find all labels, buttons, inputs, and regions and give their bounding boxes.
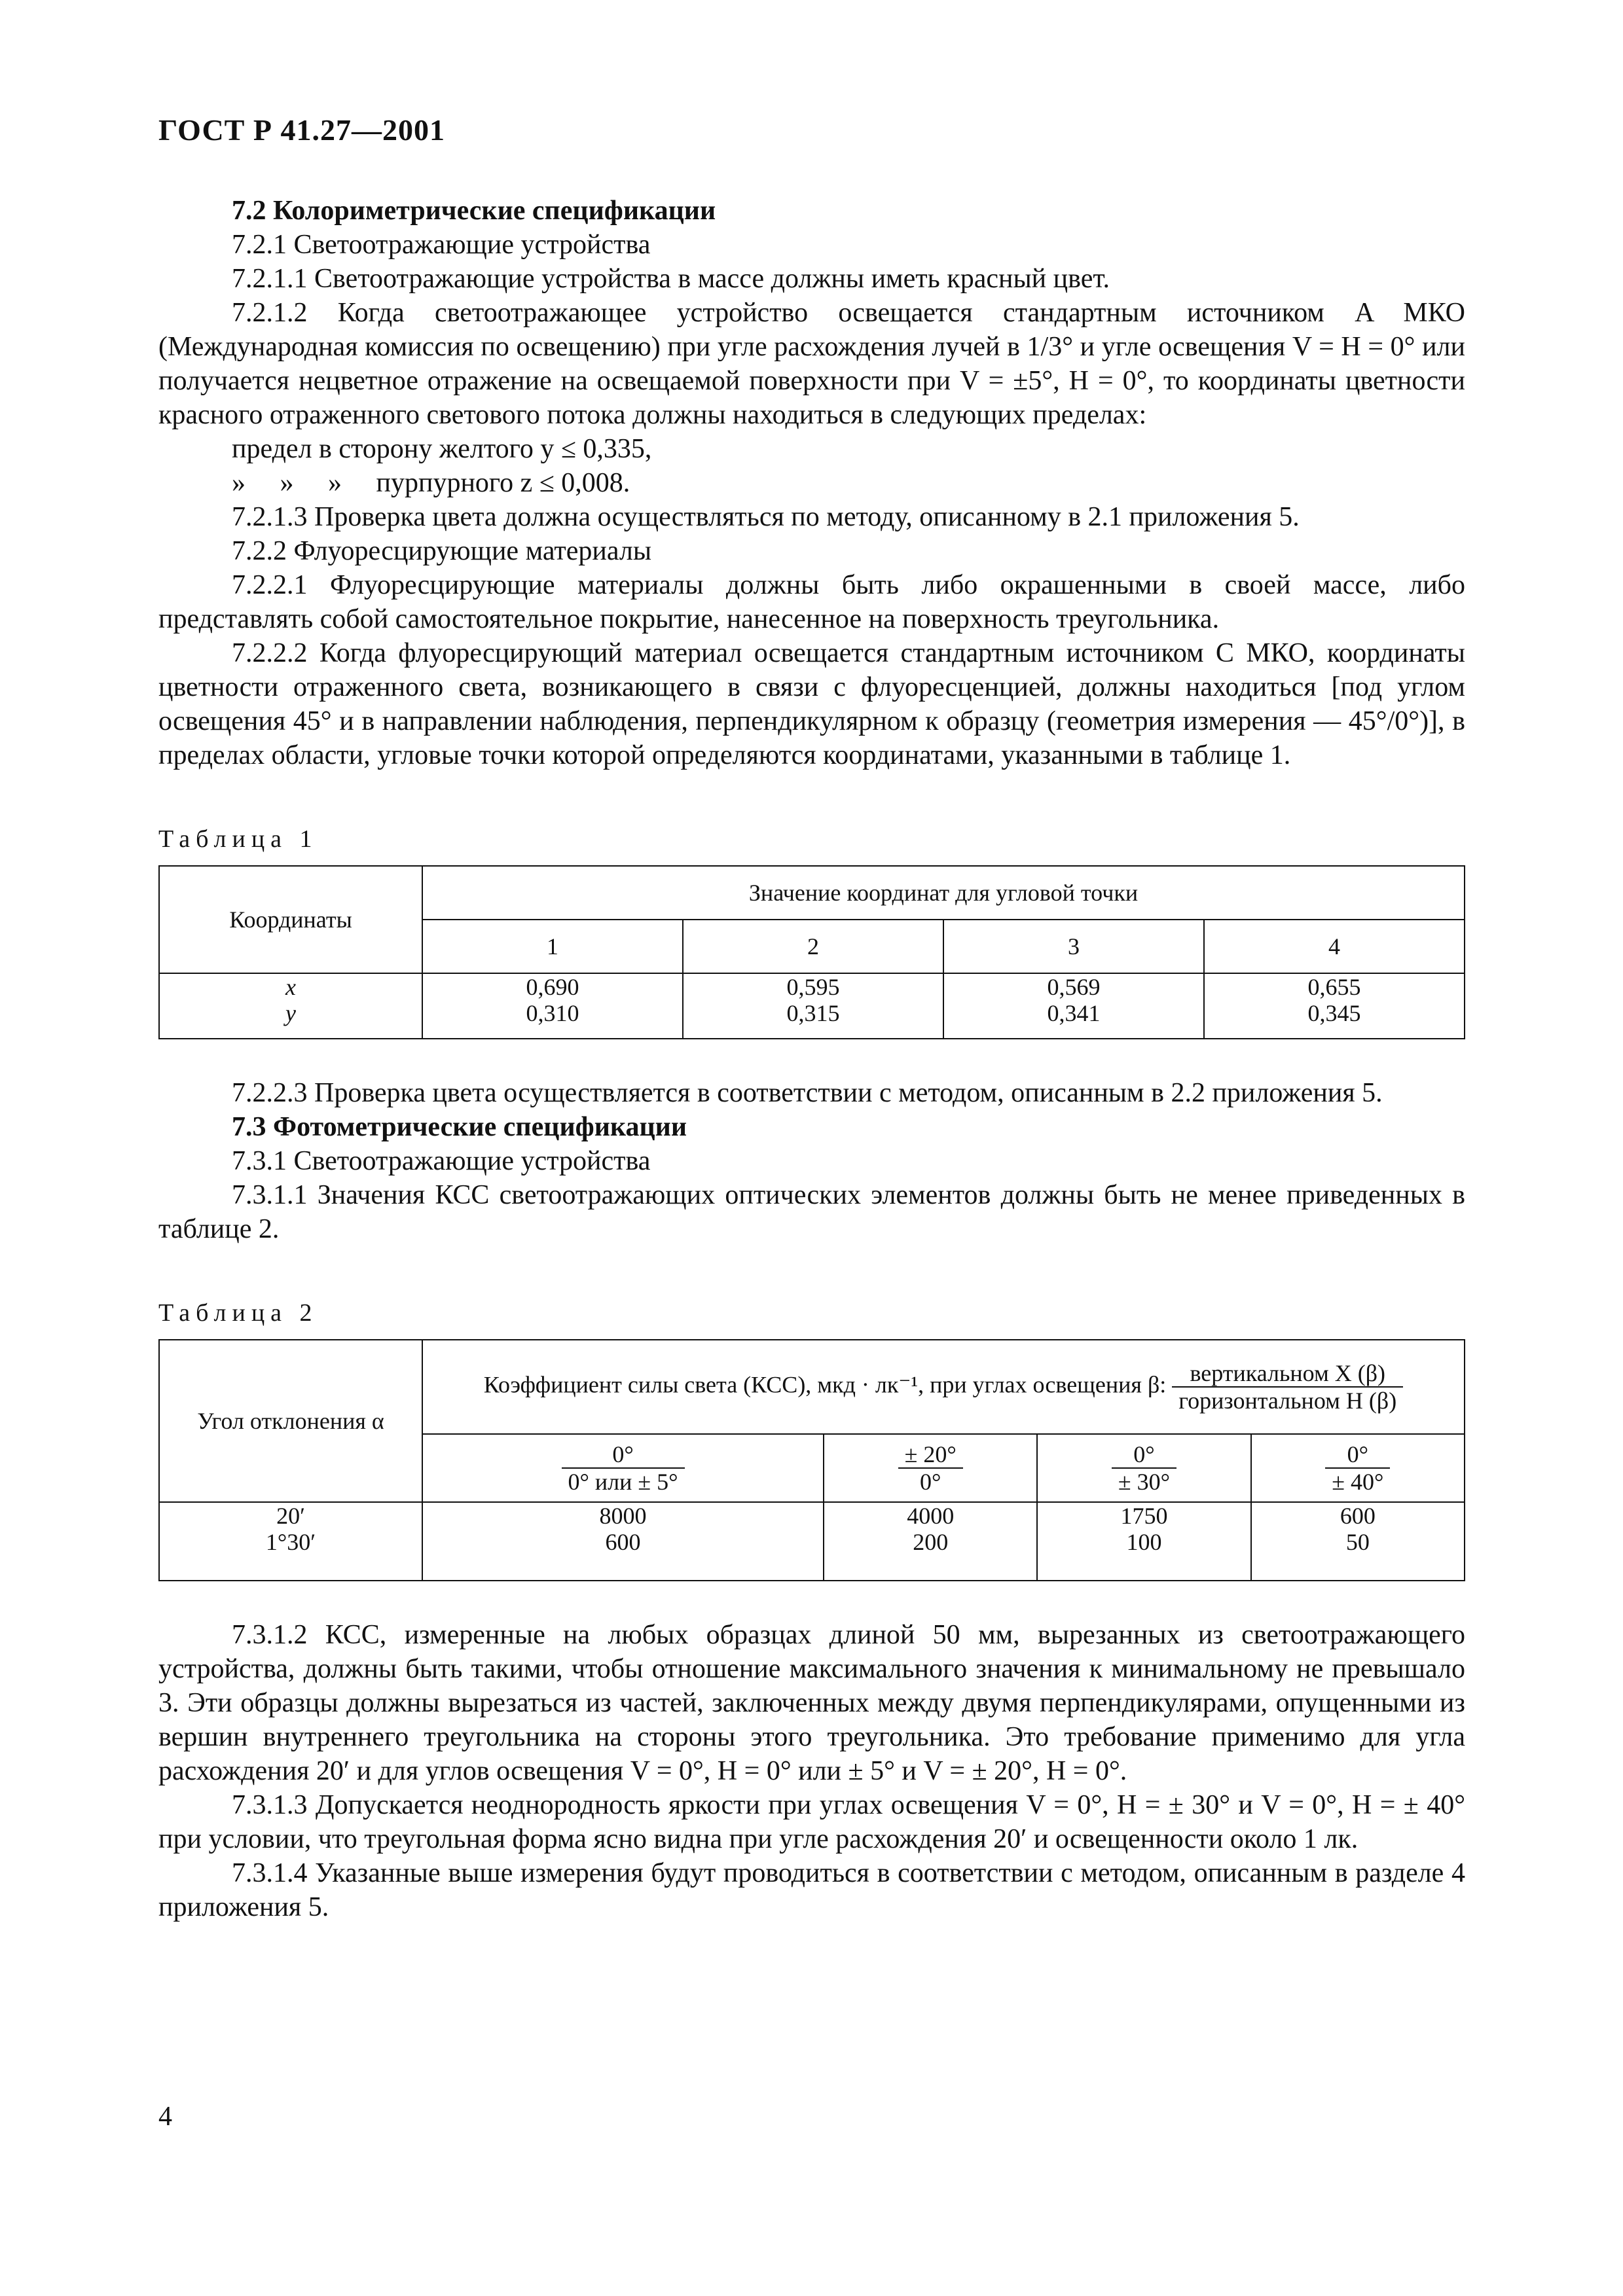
beta-numerator: вертикальном X (β) — [1172, 1360, 1403, 1388]
table-cell: 4000 — [907, 1503, 955, 1529]
table2-value-cell — [1037, 1502, 1250, 1581]
table-cell: 50 — [1345, 1529, 1370, 1555]
paragraph: 7.2.2.2 Когда флуоресцирующий материал освещается стандартным источником C МКО, координаты цветности отраженного света, возникающего в связи с флуоресценцией, должны находиться [под углом освещения 45° и в направлении наблюдения, перпендикулярном к образцу (геометрия измерения — 45°/0°)], в пределах области, угловые точки которой определяются координатами, указанными в таблице 1. — [158, 638, 1465, 770]
paragraph: 7.2.1.3 Проверка цвета должна осуществляться по методу, описанному в 2.1 приложения 5. — [232, 502, 1300, 532]
table1-value-cell — [943, 973, 1204, 1039]
table2-value-cell — [824, 1502, 1037, 1581]
paragraph: 7.2.1 Светоотражающие устройства — [232, 230, 651, 260]
paragraph: 7.2.1.2 Когда светоотражающее устройство освещается стандартным источником A МКО (Международная комиссия по освещению) при угле расхождения лучей в 1/3° и угле освещения V = H = 0° или получается нецветное отражение на освещаемой поверхности при V = ±5°, H = 0°, то координаты цветности красного отраженного светового потока должны находиться в следующих пределах: — [158, 298, 1465, 430]
table-cell: 1°30′ — [265, 1529, 316, 1555]
page-number: 4 — [158, 2102, 172, 2132]
paragraph: 7.3.1 Светоотражающие устройства — [232, 1146, 651, 1176]
table-cell: 0,655 — [1307, 974, 1361, 1000]
angle-numerator: 0° — [1325, 1441, 1390, 1469]
document-body — [158, 194, 1465, 1924]
section-title-7-3: 7.3 Фотометрические спецификации — [232, 1112, 687, 1142]
table-cell: 20′ — [276, 1503, 305, 1529]
table-cell: 0,595 — [786, 974, 840, 1000]
paragraph: 7.2.2.3 Проверка цвета осуществляется в соответствии с методом, описанным в 2.2 приложения 5. — [232, 1078, 1383, 1108]
table-cell: 100 — [1126, 1529, 1162, 1555]
table2-angle-head — [422, 1434, 824, 1502]
table-cell: 1750 — [1120, 1503, 1168, 1529]
table1 — [158, 865, 1465, 1039]
table-cell: x — [285, 974, 296, 1000]
angle-denominator: 0° или ± 5° — [568, 1469, 678, 1495]
table2-angle-head — [1251, 1434, 1465, 1502]
table1-coord-cell — [159, 973, 422, 1039]
table1-point-head: 3 — [943, 920, 1204, 973]
table2-caption: Таблица 2 — [158, 1299, 318, 1327]
table-cell: 600 — [605, 1529, 641, 1555]
limit-yellow: предел в сторону желтого y ≤ 0,335, — [232, 434, 652, 464]
angle-numerator: 0° — [1112, 1441, 1176, 1469]
angle-denominator: 0° — [919, 1469, 941, 1495]
paragraph: 7.2.2.1 Флуоресцирующие материалы должны быть либо окрашенными в своей массе, либо представлять собой самостоятельное покрытие, нанесенное на поверхность треугольника. — [158, 570, 1465, 634]
table2-value-cell — [422, 1502, 824, 1581]
table1-value-cell — [422, 973, 683, 1039]
paragraph: 7.3.1.2 КСС, измеренные на любых образцах длиной 50 мм, вырезанных из светоотражающего устройства, должны быть такими, чтобы отношение максимального значения к минимальному не превышало 3. Эти образцы должны вырезаться из частей, заключенных между двумя перпендикулярами, опущенными из вершин внутреннего треугольника на стороны этого треугольника. Это требование применимо для угла расхождения 20′ и для углов освещения V = 0°, H = 0° или ± 5° и V = ± 20°, H = 0°. — [158, 1620, 1465, 1786]
table2-angle-head — [824, 1434, 1037, 1502]
table2-value-cell — [1251, 1502, 1465, 1581]
table2-group-head: Коэффициент силы света (КСС), мкд · лк⁻¹, при углах освещения β: — [483, 1371, 1167, 1398]
table2-angle-head — [1037, 1434, 1250, 1502]
table-cell: 0,310 — [526, 1000, 579, 1026]
table-cell: 0,345 — [1307, 1000, 1361, 1026]
table1-point-head: 2 — [683, 920, 943, 973]
table-cell: 0,690 — [526, 974, 579, 1000]
table-cell: 0,315 — [786, 1000, 840, 1026]
table-cell: 8000 — [599, 1503, 647, 1529]
paragraph: 7.3.1.1 Значения КСС светоотражающих оптических элементов должны быть не менее приведенных в таблице 2. — [158, 1180, 1465, 1244]
table2-col-head: Угол отклонения α — [159, 1340, 422, 1502]
table1-col-head: Координаты — [159, 866, 422, 973]
table1-point-head: 1 — [422, 920, 683, 973]
document-header: ГОСТ Р 41.27—2001 — [158, 113, 445, 147]
table1-caption: Таблица 1 — [158, 825, 318, 853]
table-cell: 0,341 — [1047, 1000, 1101, 1026]
section-title-7-2: 7.2 Колориметрические спецификации — [232, 196, 716, 226]
paragraph: 7.2.2 Флуоресцирующие материалы — [232, 536, 652, 566]
table-cell: 200 — [913, 1529, 949, 1555]
table2 — [158, 1339, 1465, 1581]
paragraph: 7.3.1.4 Указанные выше измерения будут проводиться в соответствии с методом, описанным в разделе 4 приложения 5. — [158, 1858, 1465, 1922]
limit-purple: » » » пурпурного z ≤ 0,008. — [232, 468, 630, 498]
angle-denominator: ± 30° — [1118, 1469, 1171, 1495]
table2-group-head-cell — [422, 1340, 1465, 1434]
angle-denominator: ± 40° — [1332, 1469, 1384, 1495]
table1-group-head: Значение координат для угловой точки — [422, 866, 1465, 920]
angle-numerator: ± 20° — [898, 1441, 963, 1469]
table1-point-head: 4 — [1204, 920, 1465, 973]
table1-value-cell — [683, 973, 943, 1039]
table-cell: 0,569 — [1047, 974, 1101, 1000]
paragraph: 7.2.1.1 Светоотражающие устройства в массе должны иметь красный цвет. — [232, 264, 1110, 294]
beta-denominator: горизонтальном H (β) — [1178, 1388, 1397, 1414]
beta-fraction — [1172, 1360, 1403, 1414]
paragraph: 7.3.1.3 Допускается неоднородность яркости при углах освещения V = 0°, H = ± 30° и V = 0°, H = ± 40° при условии, что треугольная форма ясно видна при угле расхождения 20′ и освещенности около 1 лк. — [158, 1790, 1465, 1854]
table1-value-cell — [1204, 973, 1465, 1039]
table2-angle-cell — [159, 1502, 422, 1581]
table-cell: 600 — [1340, 1503, 1376, 1529]
angle-numerator: 0° — [562, 1441, 685, 1469]
table-cell: y — [285, 1000, 296, 1026]
